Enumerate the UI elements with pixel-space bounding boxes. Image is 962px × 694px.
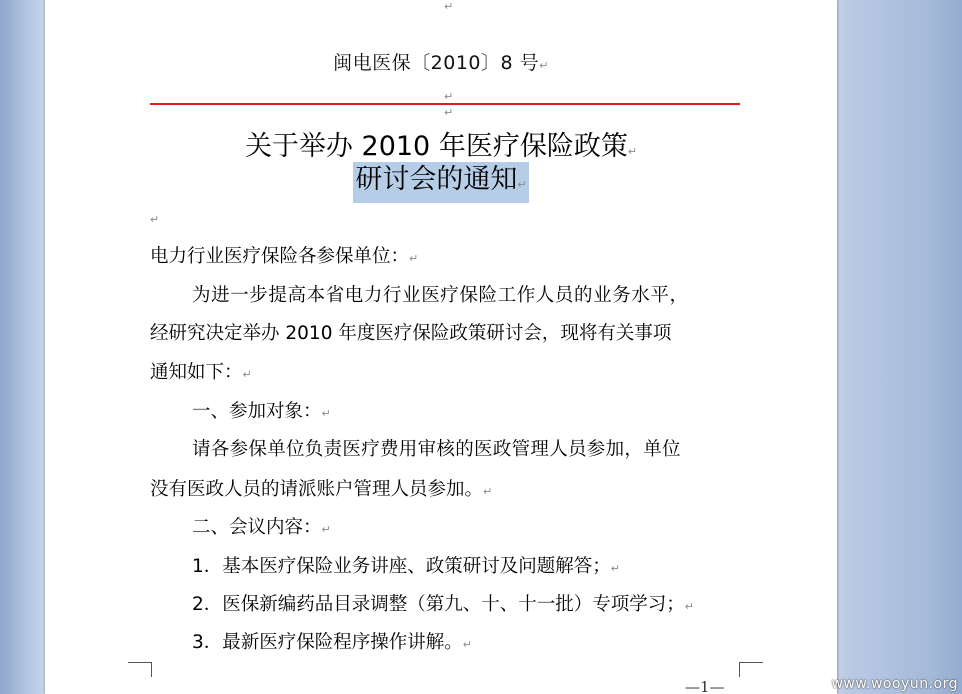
site-watermark: www.wooyun.org: [831, 676, 958, 692]
salutation-text: 电力行业医疗保险各参保单位：: [150, 246, 410, 267]
list-item-2[interactable]: [192, 594, 694, 618]
list-item-1-text: 1．基本医疗保险业务讲座、政策研讨及问题解答；: [192, 556, 611, 577]
intro-line-1[interactable]: [192, 285, 689, 307]
margin-crop-mark-right: [739, 662, 763, 677]
section-1-line-1[interactable]: [192, 439, 681, 461]
paragraph-mark: ↵: [321, 523, 331, 536]
paragraph-mark: ↵: [462, 638, 472, 651]
page-number-text: —1—: [685, 678, 725, 694]
document-title-line-1[interactable]: [45, 124, 837, 163]
document-number-text: 闽电医保〔2010〕8 号: [333, 52, 540, 74]
margin-crop-mark-left: [128, 662, 152, 677]
document-number[interactable]: [45, 48, 837, 75]
paragraph-mark: ↵: [321, 407, 331, 420]
intro-line-3-text: 通知如下：: [150, 362, 243, 383]
red-header-rule: [150, 103, 740, 105]
paragraph-mark: ↵: [444, 106, 454, 119]
section-1-line-1-text: 请各参保单位负责医疗费用审核的医政管理人员参加，单位: [192, 439, 681, 460]
intro-line-3[interactable]: [150, 362, 252, 386]
selected-title-text[interactable]: [353, 162, 528, 203]
list-item-1[interactable]: [192, 556, 620, 580]
document-title-line-2[interactable]: [45, 162, 837, 203]
paragraph-mark: ↵: [444, 90, 454, 103]
paragraph-mark: ↵: [684, 600, 694, 613]
title-line-2-text: 研讨会的通知: [355, 164, 518, 195]
intro-line-2-text: 经研究决定举办 2010 年度医疗保险政策研讨会，现将有关事项: [150, 323, 672, 344]
paragraph-mark: ↵: [242, 368, 252, 381]
title-line-1-text: 关于举办 2010 年医疗保险政策: [244, 131, 628, 162]
list-item-3[interactable]: [192, 632, 472, 656]
paragraph-mark: ↵: [444, 0, 454, 13]
section-1-line-2[interactable]: [150, 479, 492, 503]
paragraph-mark: ↵: [610, 562, 620, 575]
document-page[interactable]: [45, 0, 837, 694]
section-1-heading-text: 一、参加对象：: [192, 401, 322, 422]
paragraph-mark: ↵: [409, 252, 419, 265]
paragraph-mark: ↵: [627, 145, 638, 158]
list-item-2-text: 2．医保新编药品目录调整（第九、十、十一批）专项学习；: [192, 594, 685, 615]
paragraph-mark: ↵: [539, 59, 549, 72]
paragraph-mark: ↵: [150, 213, 160, 226]
intro-line-1-text: 为进一步提高本省电力行业医疗保险工作人员的业务水平，: [192, 285, 689, 306]
section-2-heading[interactable]: [192, 517, 331, 541]
list-item-3-text: 3．最新医疗保险程序操作讲解。: [192, 632, 463, 653]
salutation[interactable]: [150, 246, 418, 270]
paragraph-mark: ↵: [517, 178, 527, 191]
intro-line-2[interactable]: [150, 323, 671, 345]
page-number: [685, 678, 725, 694]
section-2-heading-text: 二、会议内容：: [192, 517, 322, 538]
section-1-line-2-text: 没有医政人员的请派账户管理人员参加。: [150, 479, 484, 500]
section-1-heading[interactable]: [192, 401, 331, 425]
paragraph-mark: ↵: [483, 485, 493, 498]
